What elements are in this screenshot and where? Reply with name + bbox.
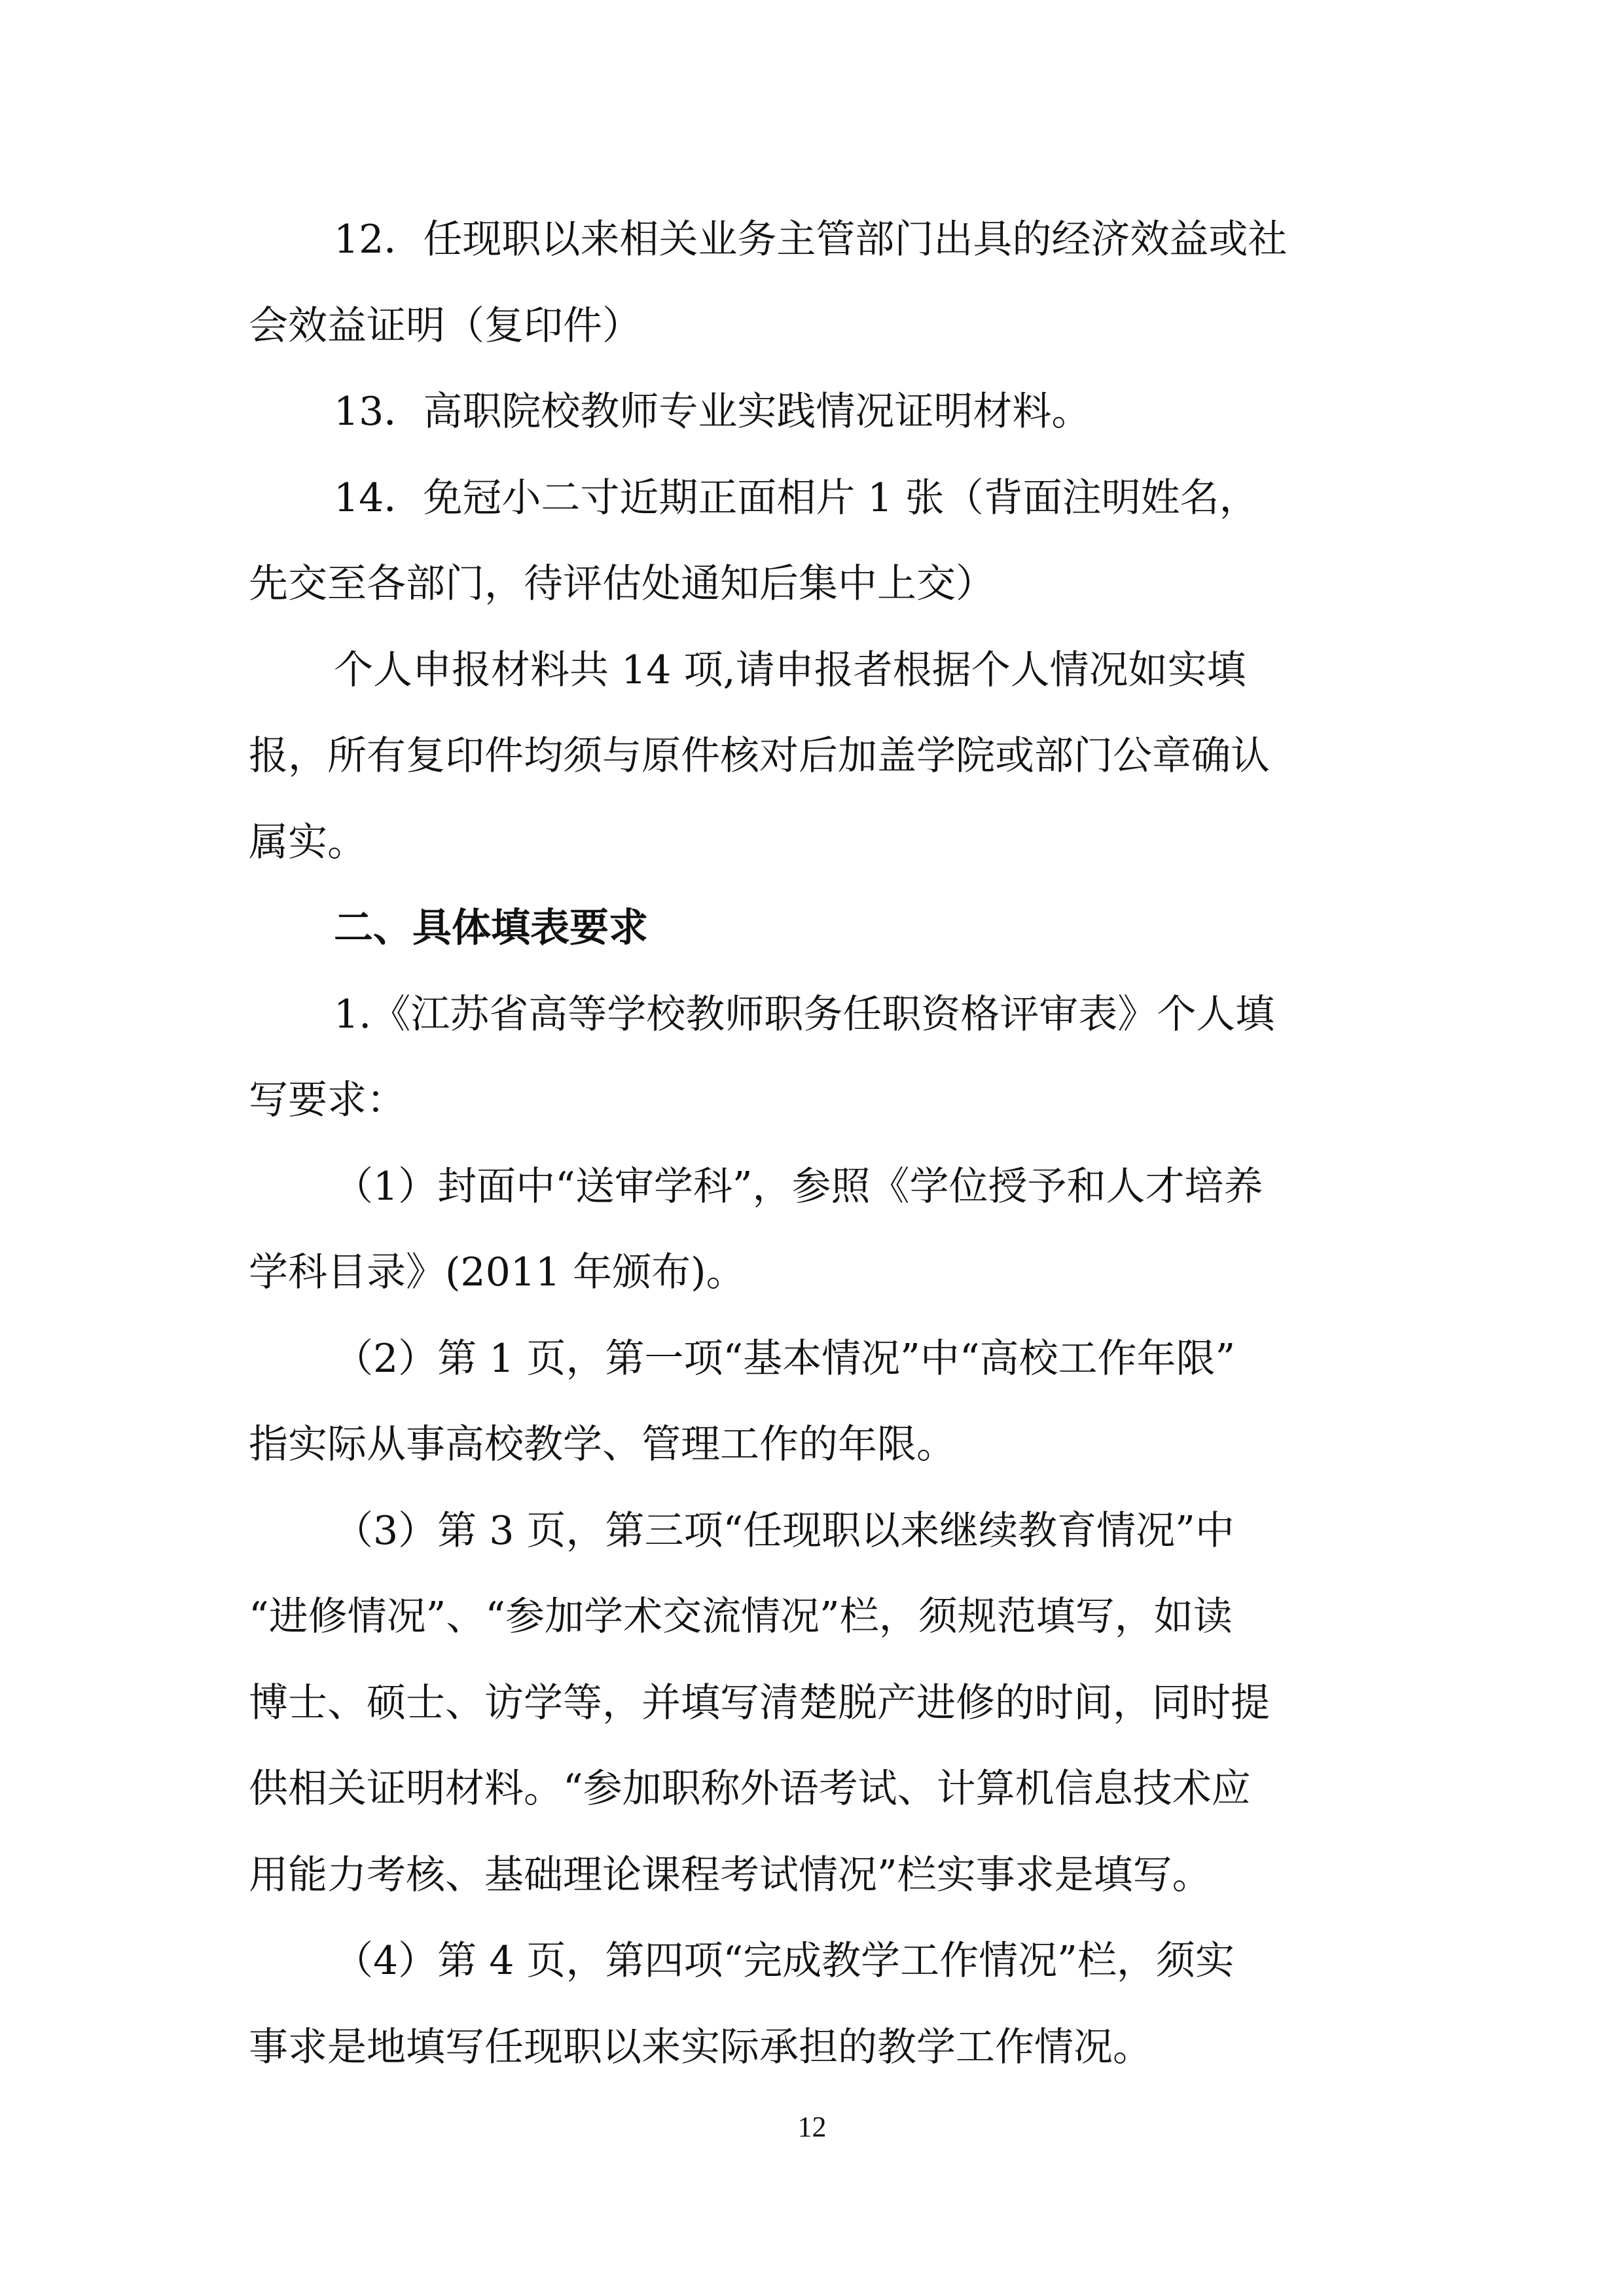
req-1-3-line-4: 供相关证明材料。“参加职称外语考试、计算机信息技术应 <box>249 1766 1251 1812</box>
item-14-line-1: 14．免冠小二寸近期正面相片 1 张（背面注明姓名， <box>334 475 1259 521</box>
req-1-line-1: 1.《江苏省高等学校教师职务任职资格评审表》个人填 <box>334 992 1275 1037</box>
req-1-line-2: 写要求： <box>249 1077 406 1123</box>
req-1-4-line-2: 事求是地填写任现职以来实际承担的教学工作情况。 <box>249 2024 1152 2070</box>
req-1-3-line-5: 用能力考核、基础理论课程考试情况”栏实事求是填写。 <box>249 1852 1212 1898</box>
req-1-3-line-2: “进修情况”、“参加学术交流情况”栏，须规范填写，如读 <box>249 1594 1233 1640</box>
req-1-1-line-1: （1）封面中“送审学科”，参照《学位授予和人才培养 <box>334 1164 1263 1210</box>
summary-line-3: 属实。 <box>249 819 367 865</box>
item-12-line-2: 会效益证明（复印件） <box>249 303 641 349</box>
summary-line-1: 个人申报材料共 14 项,请申报者根据个人情况如实填 <box>334 647 1246 693</box>
req-1-2-line-1: （2）第 1 页，第一项“基本情况”中“高校工作年限” <box>334 1336 1236 1382</box>
page-number: 12 <box>797 2111 827 2143</box>
summary-line-2: 报，所有复印件均须与原件核对后加盖学院或部门公章确认 <box>249 733 1270 779</box>
req-1-4-line-1: （4）第 4 页，第四项“完成教学工作情况”栏，须实 <box>334 1938 1235 1984</box>
item-14-line-2: 先交至各部门，待评估处通知后集中上交） <box>249 561 995 607</box>
req-1-2-line-2: 指实际从事高校教学、管理工作的年限。 <box>249 1422 956 1467</box>
item-13: 13．高职院校教师专业实践情况证明材料。 <box>334 389 1091 435</box>
req-1-3-line-1: （3）第 3 页，第三项“任现职以来继续教育情况”中 <box>334 1508 1235 1554</box>
req-1-1-line-2: 学科目录》(2011 年颁布)。 <box>249 1249 746 1295</box>
item-12-line-1: 12．任现职以来相关业务主管部门出具的经济效益或社 <box>334 217 1288 262</box>
req-1-3-line-3: 博士、硕士、访学等，并填写清楚脱产进修的时间，同时提 <box>249 1680 1270 1726</box>
section-heading: 二、具体填表要求 <box>334 905 648 951</box>
